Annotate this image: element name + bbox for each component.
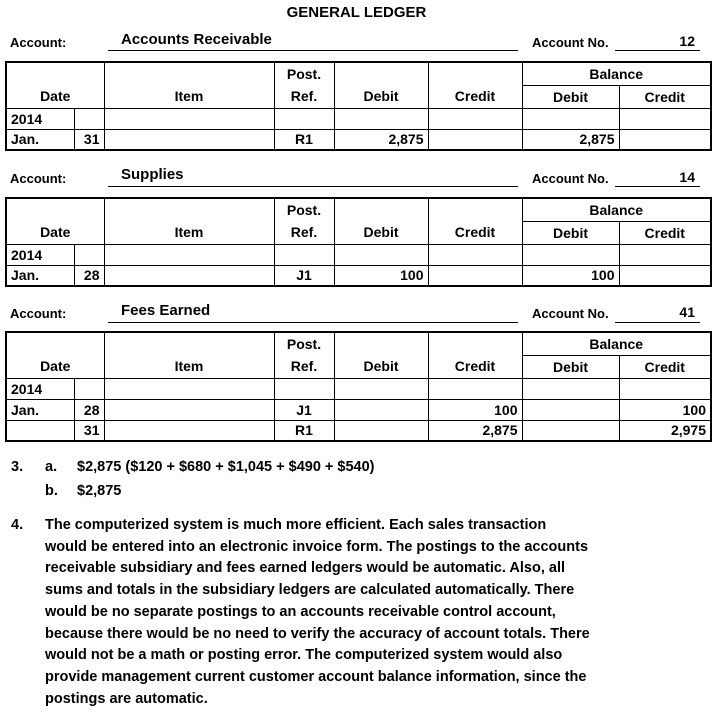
q4-line: because there would be no need to verify the accuracy of account totals. There <box>45 625 590 642</box>
item-cell <box>104 129 274 150</box>
balance-debit-cell <box>522 399 619 420</box>
balance-credit-cell <box>619 265 711 286</box>
empty-cell <box>522 244 619 265</box>
debit-header-top <box>334 332 428 355</box>
balance-credit-header: Credit <box>619 221 711 244</box>
empty-cell <box>334 378 428 399</box>
empty-cell <box>104 378 274 399</box>
table-row <box>6 420 711 441</box>
item-cell <box>104 265 274 286</box>
ref-cell: J1 <box>274 265 334 286</box>
account-name: Supplies <box>121 166 184 183</box>
q4-line: would be entered into an electronic invoice form. The postings to the accounts <box>45 538 589 555</box>
debit-cell <box>334 420 428 441</box>
item-header-top <box>104 198 274 221</box>
month-cell <box>6 420 74 441</box>
empty-cell <box>619 244 711 265</box>
month-cell: Jan. <box>6 399 74 420</box>
date-header: Date <box>6 85 104 108</box>
ledger-table <box>5 331 712 442</box>
empty-cell <box>334 244 428 265</box>
ref-cell: J1 <box>274 399 334 420</box>
year-cell: 2014 <box>6 108 74 129</box>
empty-cell <box>334 108 428 129</box>
balance-credit-header: Credit <box>619 85 711 108</box>
debit-cell: 2,875 <box>334 129 428 150</box>
day-cell: 31 <box>74 129 104 150</box>
account-no-label: Account No. <box>532 171 609 186</box>
ledger-table <box>5 197 712 287</box>
debit-cell <box>334 399 428 420</box>
date-header-top <box>6 62 104 85</box>
credit-header: Credit <box>428 355 522 378</box>
q3b-letter: b. <box>45 483 58 499</box>
account-underline <box>108 186 518 187</box>
empty-cell <box>74 244 104 265</box>
debit-header: Debit <box>334 85 428 108</box>
account-underline <box>108 50 518 51</box>
month-cell: Jan. <box>6 129 74 150</box>
page-title: GENERAL LEDGER <box>286 4 427 21</box>
balance-credit-cell: 100 <box>619 399 711 420</box>
debit-header-top <box>334 62 428 85</box>
item-header-top <box>104 62 274 85</box>
account-label: Account: <box>10 171 67 186</box>
q3a-text: $2,875 ($120 + $680 + $1,045 + $490 + $540) <box>77 459 375 475</box>
balance-debit-header: Debit <box>522 85 619 108</box>
balance-header: Balance <box>522 332 711 355</box>
item-cell <box>104 399 274 420</box>
credit-header: Credit <box>428 221 522 244</box>
empty-cell <box>428 378 522 399</box>
account-underline <box>108 322 518 323</box>
empty-cell <box>428 244 522 265</box>
account-no-underline <box>615 322 700 323</box>
empty-cell <box>74 108 104 129</box>
account-no-value: 12 <box>679 33 695 49</box>
item-header: Item <box>104 85 274 108</box>
q4-line: provide management current customer account balance information, since the <box>45 668 587 685</box>
year-cell: 2014 <box>6 378 74 399</box>
empty-cell <box>104 244 274 265</box>
empty-cell <box>274 108 334 129</box>
q4-paragraph <box>45 515 675 710</box>
debit-header-top <box>334 198 428 221</box>
balance-debit-cell: 2,875 <box>522 129 619 150</box>
balance-header: Balance <box>522 62 711 85</box>
empty-cell <box>74 378 104 399</box>
account-no-underline <box>615 186 700 187</box>
item-header: Item <box>104 221 274 244</box>
item-cell <box>104 420 274 441</box>
month-cell: Jan. <box>6 265 74 286</box>
q4-line: would not be a math or posting error. The computerized system would also <box>45 647 563 664</box>
balance-credit-cell: 2,975 <box>619 420 711 441</box>
account-name: Accounts Receivable <box>121 31 272 48</box>
empty-cell <box>619 108 711 129</box>
empty-cell <box>522 108 619 129</box>
date-header-top <box>6 332 104 355</box>
credit-header-top <box>428 332 522 355</box>
account-no-label: Account No. <box>532 306 609 321</box>
table-row <box>6 265 711 286</box>
account-no-value: 41 <box>679 304 695 320</box>
year-cell: 2014 <box>6 244 74 265</box>
q3b-text: $2,875 <box>77 483 122 499</box>
q3a-letter: a. <box>45 459 58 475</box>
date-header: Date <box>6 221 104 244</box>
empty-cell <box>619 378 711 399</box>
credit-header: Credit <box>428 85 522 108</box>
day-cell: 28 <box>74 399 104 420</box>
q4-number: 4. <box>11 517 24 533</box>
q4-line: sums and totals in the subsidiary ledgers are calculated automatically. There <box>45 582 575 599</box>
debit-header: Debit <box>334 355 428 378</box>
balance-debit-header: Debit <box>522 221 619 244</box>
date-header: Date <box>6 355 104 378</box>
q3-number: 3. <box>11 459 24 475</box>
table-row <box>6 399 711 420</box>
table-row <box>6 129 711 150</box>
post-header: Post. <box>274 332 334 355</box>
q4-line: would be no separate postings to an accounts receivable control account, <box>45 603 556 620</box>
credit-header-top <box>428 198 522 221</box>
empty-cell <box>104 108 274 129</box>
item-header: Item <box>104 355 274 378</box>
account-name: Fees Earned <box>121 302 211 319</box>
q4-line: The computerized system is much more efficient. Each sales transaction <box>45 517 547 533</box>
ledger-table <box>5 61 712 151</box>
empty-cell <box>274 378 334 399</box>
empty-cell <box>274 244 334 265</box>
day-cell: 31 <box>74 420 104 441</box>
ref-header: Ref. <box>274 221 334 244</box>
balance-debit-cell <box>522 420 619 441</box>
item-header-top <box>104 332 274 355</box>
account-label: Account: <box>10 35 67 50</box>
debit-header: Debit <box>334 221 428 244</box>
credit-header-top <box>428 62 522 85</box>
ref-header: Ref. <box>274 355 334 378</box>
balance-header: Balance <box>522 198 711 221</box>
account-no-label: Account No. <box>532 35 609 50</box>
q4-line: receivable subsidiary and fees earned ledgers would be automatic. Also, all <box>45 560 566 577</box>
post-header: Post. <box>274 62 334 85</box>
account-no-value: 14 <box>679 169 695 185</box>
empty-cell <box>428 108 522 129</box>
debit-cell: 100 <box>334 265 428 286</box>
account-label: Account: <box>10 306 67 321</box>
balance-credit-header: Credit <box>619 355 711 378</box>
date-header-top <box>6 198 104 221</box>
ref-cell: R1 <box>274 420 334 441</box>
account-no-underline <box>615 50 700 51</box>
balance-credit-cell <box>619 129 711 150</box>
day-cell: 28 <box>74 265 104 286</box>
credit-cell: 100 <box>428 399 522 420</box>
post-header: Post. <box>274 198 334 221</box>
ref-header: Ref. <box>274 85 334 108</box>
credit-cell <box>428 129 522 150</box>
credit-cell: 2,875 <box>428 420 522 441</box>
ref-cell: R1 <box>274 129 334 150</box>
balance-debit-cell: 100 <box>522 265 619 286</box>
q4-line: postings are automatic. <box>45 690 208 707</box>
empty-cell <box>522 378 619 399</box>
credit-cell <box>428 265 522 286</box>
balance-debit-header: Debit <box>522 355 619 378</box>
